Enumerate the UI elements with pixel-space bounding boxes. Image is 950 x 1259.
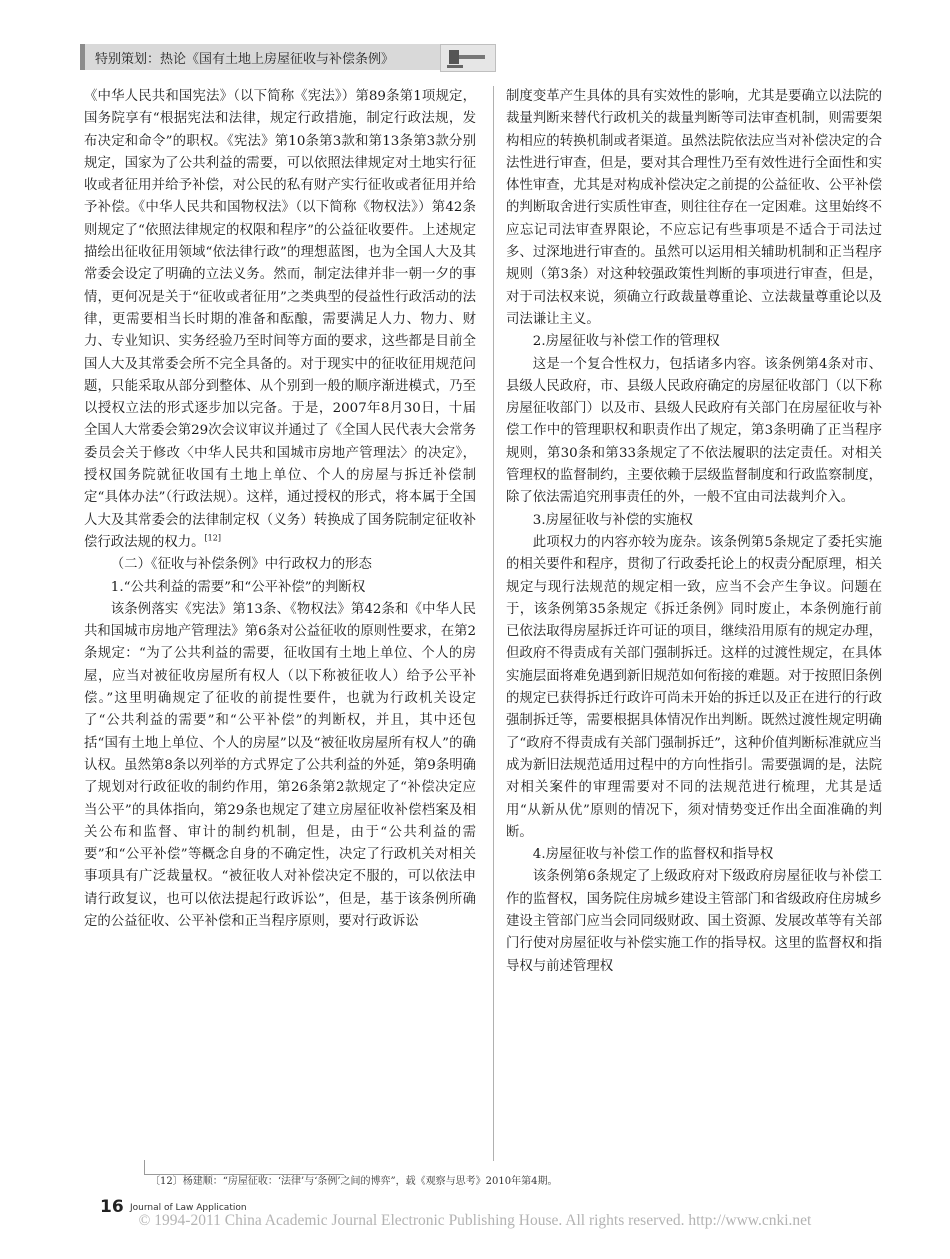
right-column: [506, 86, 882, 978]
subsection-heading: 4.房屋征收与补偿工作的监督权和指导权: [532, 847, 774, 863]
subsection-heading: 3.房屋征收与补偿的实施权: [532, 512, 693, 528]
footnote-ref[interactable]: [12]: [204, 533, 221, 543]
left-column: [84, 86, 476, 933]
paragraph: 此项权力的内容亦较为庞杂。该条例第5条规定了委托实施的相关要件和程序，贯彻了行政委托论上的权责分配原理，相关规定与现行法规范的规定相一致，应当不会产生争议。问题在于，该条例第35条规定《拆迁条例》同时废止，本条例施行前已依法取得房屋拆迁许可证的项目，继续沿用原有的规定办理，但政府不得责成有关部门强制拆迁。这样的过渡性规定，在具体实施层面将难免遇到新旧规范如何衔接的难题。对于按照旧条例的规定已获得拆迁行政许可尚未开始的拆迁以及正在进行的行政强制拆迁等，需要根据具体情况作出判断。既然过渡性规定明确了“政府不得责成有关部门强制拆迁”，这种价值判断标准就应当成为新旧法规范适用过程中的方向性指引。需要强调的是，法院对相关案件的审理需要对不同的法规范进行梳理，尤其是适用“从新从优”原则的情况下，须对情势变迁作出全面准确的判断。: [506, 534, 882, 840]
subsection-heading: 1.“公共利益的需要”和“公平补偿”的判断权: [110, 579, 366, 595]
hammer-gavel-icon: [440, 44, 496, 72]
footnote-rule: [144, 1160, 145, 1174]
paragraph: 该条例落实《宪法》第13条、《物权法》第42条和《中华人民共和国城市房地产管理法》第6条对公益征收的原则性要求，在第2条规定：“为了公共利益的需要，征收国有土地上单位、个人的房屋，应当对被征收房屋所有权人（以下称被征收人）给予公平补偿。”这里明确规定了征收的前提性要件，也就为行政机关设定了“公共利益的需要”和“公平补偿”的判断权，并且，其中还包括“国有土地上单位、个人的房屋”以及“被征收房屋所有权人”的确认权。虽然第8条以列举的方式界定了公共利益的外延，第9条明确了规划对行政征收的制约作用，第26条第2款规定了“补偿决定应当公平”的具体指向，第29条也规定了建立房屋征收补偿档案及相关公布和监督、审计的制约机制，但是，由于“公共利益的需要”和“公平补偿”等概念自身的不确定性，决定了行政机关对相关事项具有广泛裁量权。“被征收人对补偿决定不服的，可以依法申请行政复议，也可以依法提起行政诉讼”，但是，基于该条例所确定的公益征收、公平补偿和正当程序原则，要对行政诉讼: [84, 601, 476, 929]
section-heading: （二）《征收与补偿条例》中行政权力的形态: [110, 557, 372, 573]
journal-name: Journal of Law Application: [130, 1203, 247, 1213]
copyright-watermark: © 1994-2011 China Academic Journal Electronic Publishing House. All rights reserved. http://www.cnki.net: [138, 1212, 812, 1229]
column-divider: [493, 86, 494, 1161]
footnote: 〔12〕杨建顺：“房屋征收：‘法律’与‘条例’之间的博弈”，载《观察与思考》2010年第4期。: [150, 1176, 558, 1187]
running-header: [80, 44, 441, 70]
page-number: 16: [100, 1197, 124, 1217]
paragraph: 该条例第6条规定了上级政府对下级政府房屋征收与补偿工作的监督权，国务院住房城乡建设主管部门和省级政府住房城乡建设主管部门应当会同同级财政、国土资源、发展改革等有关部门行使对房屋征收与补偿实施工作的指导权。这里的监督权和指导权与前述管理权: [506, 869, 882, 974]
paragraph: 《中华人民共和国宪法》（以下简称《宪法》）第89条第1项规定，国务院享有“根据宪法和法律，规定行政措施，制定行政法规，发布决定和命令”的职权。《宪法》第10条第3款和第13条第3款分别规定，国家为了公共利益的需要，可以依照法律规定对土地实行征收或者征用并给予补偿，对公民的私有财产实行征收或者征用并给予补偿。《中华人民共和国物权法》（以下简称《物权法》）第42条则规定了“依照法律规定的权限和程序”的公益征收要件。上述规定描绘出征收征用领域“依法律行政”的理想蓝图，也为全国人大及其常委会设定了明确的立法义务。然而，制定法律并非一朝一夕的事情，更何况是关于“征收或者征用”之类典型的侵益性行政活动的法律，更需要相当长时期的准备和酝酿，需要满足人力、物力、财力、专业知识、实务经验乃至时间等方面的要求，这些都是目前全国人大及其常委会所不完全具备的。对于现实中的征收征用规范问题，只能采取从部分到整体、从个别到一般的顺序渐进模式，乃至以授权立法的形式逐步加以完备。于是，2007年8月30日，十届全国人大常委会第29次会议审议并通过了《全国人民代表大会常务委员会关于修改〈中华人民共和国城市房地产管理法〉的决定》，授权国务院就征收国有土地上单位、个人的房屋与拆迁补偿制定“具体办法”（行政法规）。这样，通过授权的形式，将本属于全国人大及其常委会的法律制定权（义务）转换成了国务院制定征收补偿行政法规的权力。[12]: [84, 89, 476, 550]
subsection-heading: 2.房屋征收与补偿工作的管理权: [532, 334, 720, 350]
paragraph: 这是一个复合性权力，包括诸多内容。该条例第4条对市、县级人民政府，市、县级人民政府确定的房屋征收部门（以下称房屋征收部门）以及市、县级人民政府有关部门在房屋征收与补偿工作中的管理职权和职责作出了规定，第3条明确了正当程序规则，第30条和第33条规定了不依法履职的法定责任。对相关管理权的监督制约，主要依赖于层级监督制度和行政监察制度，除了依法需追究刑事责任的外，一般不宜由司法裁判介入。: [506, 356, 882, 506]
paragraph: 制度变革产生具体的具有实效性的影响，尤其是要确立以法院的裁量判断来替代行政机关的裁量判断等司法审查机制，则需要架构相应的转换机制或者渠道。虽然法院依法应当对补偿决定的合法性进行审查，但是，要对其合理性乃至有效性进行全面性和实体性审查，尤其是对构成补偿决定之前提的公益征收、公平补偿的判断取舍进行实质性审查，则往往存在一定困难。这里始终不应忘记司法审查界限论，不应忘记有些事项是不适合于司法过多、过深地进行审查的。虽然可以运用相关辅助机制和正当程序规则（第3条）对这种较强政策性判断的事项进行审查，但是，对于司法权来说，须确立行政裁量尊重论、立法裁量尊重论以及司法谦让主义。: [506, 89, 882, 327]
running-header-title: 特别策划：热论《国有土地上房屋征收与补偿条例》: [95, 52, 395, 67]
